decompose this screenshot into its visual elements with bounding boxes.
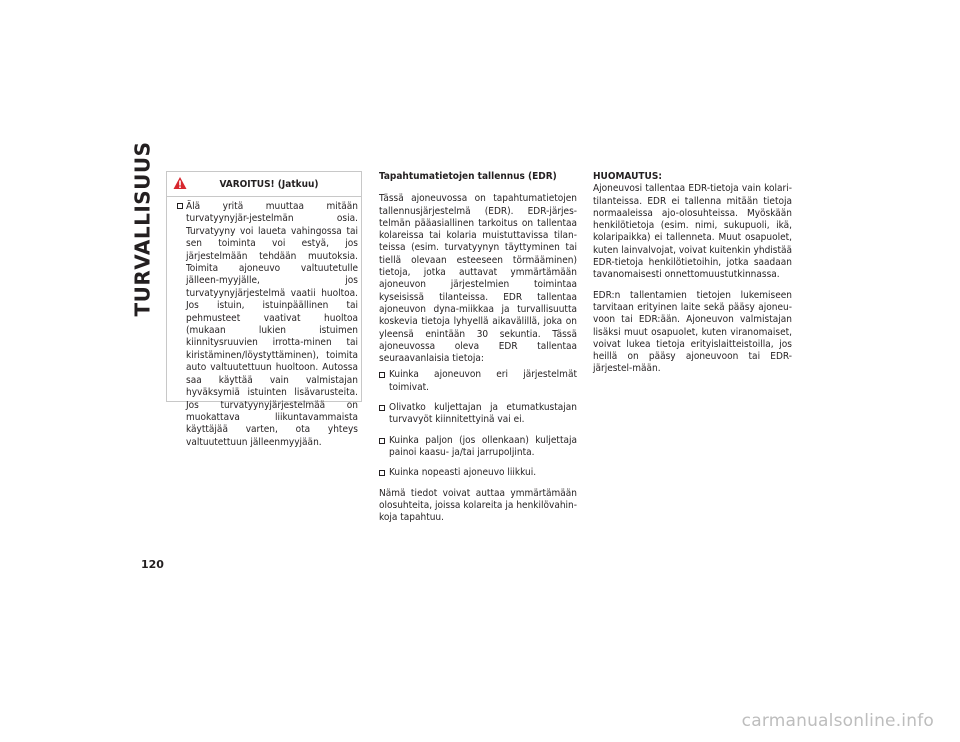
bullet-square-icon — [379, 405, 385, 411]
bullet-square-icon — [177, 203, 183, 209]
list-item-text: Olivatko kuljettajan ja etumatkustajan turvavyöt kiinnitettyinä vai ei. — [389, 402, 577, 426]
edr-reading-text: EDR:n tallentamien tietojen lukemiseen tarvitaan erityinen laite sekä pääsy ajoneu-voon tai EDR:ään. Ajoneuvon valmistajan lisäksi muut osapuolet, kuten viranomaiset, voivat lukea tietoja erityislaitteistoilla, jos heillä on pääsy ajoneuvoon tai EDR-järjestel-mään. — [593, 289, 792, 375]
list-item — [379, 369, 577, 394]
note-heading: HUOMAUTUS: — [593, 171, 662, 182]
warning-header — [167, 172, 361, 197]
list-item-text: Kuinka ajoneuvon eri järjestelmät toimivat. — [389, 369, 577, 393]
warning-title: VAROITUS! (Jatkuu) — [219, 178, 319, 190]
bullet-square-icon — [379, 438, 385, 444]
list-item — [379, 402, 577, 427]
list-item-text: Kuinka paljon (jos ollenkaan) kuljettaja painoi kaasu- ja/tai jarrupoljinta. — [389, 434, 577, 458]
edr-outro: Nämä tiedot voivat auttaa ymmärtämään olosuhteita, joissa kolareita ja henkilövahin-koja tapahtuu. — [379, 487, 577, 524]
warning-bullet — [177, 201, 358, 449]
footer-watermark: carmanualsonline.info — [741, 711, 934, 731]
section-title-text: TURVALLISUUS — [131, 140, 156, 317]
warning-triangle-icon — [173, 176, 187, 190]
bullet-square-icon — [379, 372, 385, 378]
note-column — [593, 171, 792, 376]
edr-heading: Tapahtumatietojen tallennus (EDR) — [379, 171, 557, 182]
note-text: Ajoneuvosi tallentaa EDR-tietoja vain kolari-tilanteissa. EDR ei tallenna mitään tietoja normaaleissa ajo-olosuhteissa. Myöskään henkilötietoja (esim. nimi, sukupuoli, ikä, kolaripaikka) ei tallenneta. Muut osapuolet, kuten lainvalvojat, voivat kuitenkin yhdistää EDR-tietoja henkilötietoihin, jotka saadaan tavanomaisesti onnettomuustutkinnassa. — [593, 183, 793, 281]
bullet-square-icon — [379, 470, 385, 476]
edr-column — [379, 171, 577, 524]
warning-box — [166, 171, 362, 448]
page-number: 120 — [141, 558, 164, 571]
list-item-text: Kuinka nopeasti ajoneuvo liikkui. — [389, 467, 537, 479]
warning-bullet-text: Älä yritä muuttaa mitään turvatyynyjär-jestelmän osia. Turvatyyny voi laueta vahingossa tai sen toiminta voi estyä, jos järjestelmään tehdään muutoksia. Toimita ajoneuvo valtuutetulle jälleen-myyjälle, jos turvatyynyjärjestelmä vaatii huoltoa. Jos istuin, istuinpäällinen tai pehmusteet vaativat huoltoa (mukaan lukien istuimen kiinnitysruuvien irrotta-minen tai kiristäminen/löystyttäminen), toimita auto valtuutettuun huoltoon. Autossa saa käyttää vain valmistajan hyväksymiä istuinten lisävarusteita. Jos turvatyynyjärjestelmää on muokattava liikuntavammaista käyttäjää varten, ota yhteys valtuutettuun jälleenmyyjään. — [186, 201, 358, 448]
warning-body — [177, 201, 358, 449]
list-item — [379, 467, 577, 479]
list-item — [379, 435, 577, 460]
section-title — [128, 140, 158, 317]
edr-intro: Tässä ajoneuvossa on tapahtumatietojen tallennusjärjestelmä (EDR). EDR-järjes-telmän pääasiallinen tarkoitus on tallentaa kolareissa tai kolaria muistuttavissa tilan-teissa (esim. turvatyynyn täyttyminen tai tiellä olevaan esteeseen törmääminen) tietoja, jotka auttavat ymmärtämään ajoneuvon järjestelmien toimintaa kyseisissä tilanteissa. EDR tallentaa ajoneuvon dyna-miikkaa ja turvallisuutta koskevia tietoja lyhyellä aikavälillä, joka on yleensä enintään 30 sekuntia. Tässä ajoneuvossa oleva EDR tallentaa seuraavanlaisia tietoja: — [379, 193, 577, 365]
